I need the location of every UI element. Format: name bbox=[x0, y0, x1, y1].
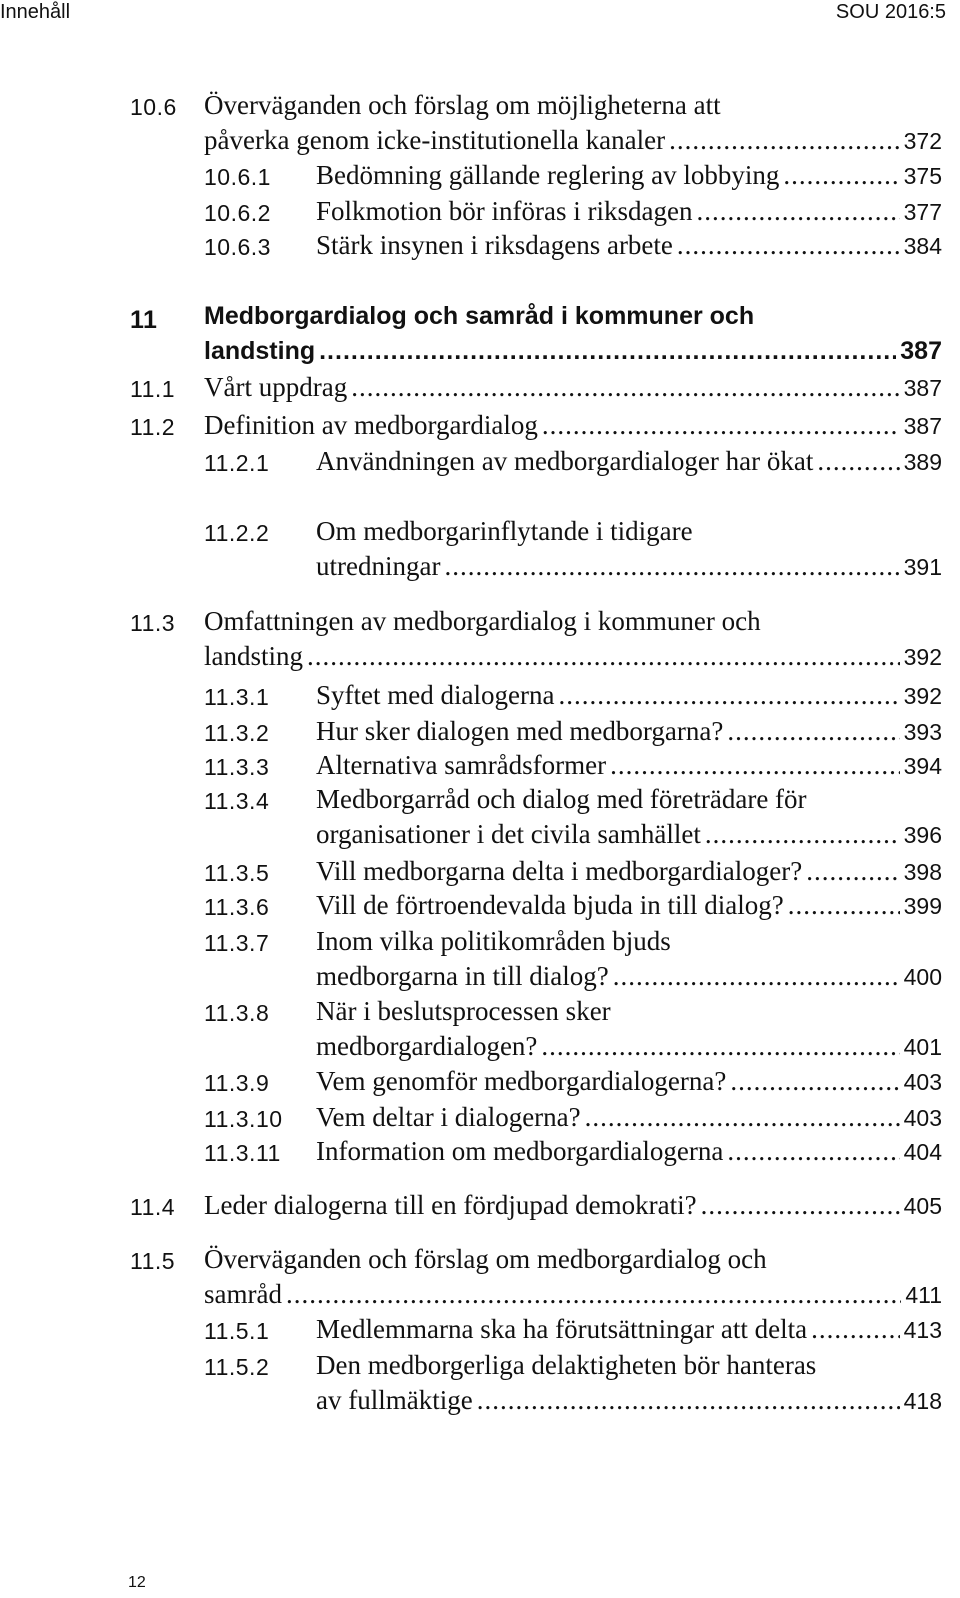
dot-leader bbox=[351, 372, 899, 403]
toc-entry-page: 393 bbox=[903, 719, 942, 745]
toc-entry-title: Folkmotion bör införas i riksdagen bbox=[316, 196, 693, 226]
toc-entry-title: samråd bbox=[204, 1279, 282, 1309]
toc-entry-number: 11.1 bbox=[130, 376, 176, 402]
toc-entry-number: 11.5.2 bbox=[204, 1354, 270, 1380]
toc-entry-title: Bedömning gällande reglering av lobbying bbox=[316, 160, 780, 190]
toc-entry-title: utredningar bbox=[316, 551, 441, 581]
toc-entry-page: 413 bbox=[903, 1317, 942, 1343]
dot-leader bbox=[541, 1031, 899, 1062]
toc-entry-number: 11 bbox=[130, 306, 158, 334]
toc-entry-title: medborgarna in till dialog? bbox=[316, 961, 609, 991]
toc-entry-page: 411 bbox=[905, 1282, 942, 1308]
toc-entry-number: 11.3.10 bbox=[204, 1106, 283, 1132]
toc-entry-number: 11.5 bbox=[130, 1248, 176, 1274]
toc-entry-number: 11.2 bbox=[130, 414, 176, 440]
toc-entry-number: 11.3.8 bbox=[204, 1000, 270, 1026]
toc-entry-title: påverka genom icke-institutionella kanaler bbox=[204, 125, 666, 155]
dot-leader bbox=[613, 961, 900, 992]
toc-entry-page: 387 bbox=[903, 413, 942, 439]
toc-entry-number: 11.3.9 bbox=[204, 1070, 270, 1096]
toc-entry-title: medborgardialogen? bbox=[316, 1031, 538, 1061]
toc-entry-number: 11.5.1 bbox=[204, 1318, 270, 1344]
dot-leader bbox=[319, 337, 896, 366]
dot-leader bbox=[610, 750, 899, 781]
toc-entry-page: 396 bbox=[903, 822, 942, 848]
toc-entry-title: av fullmäktige bbox=[316, 1385, 473, 1415]
toc-entry-title: Medborgardialog och samråd i kommuner och bbox=[204, 302, 755, 330]
toc-entry-title: Om medborgarinflytande i tidigare bbox=[316, 516, 693, 546]
toc-entry-page: 387 bbox=[900, 337, 942, 365]
toc-entry-page: 391 bbox=[903, 554, 942, 580]
toc-entry-page: 392 bbox=[903, 644, 942, 670]
dot-leader bbox=[542, 410, 900, 441]
toc-entry-number: 11.3.11 bbox=[204, 1140, 281, 1166]
page-number: 12 bbox=[128, 1574, 146, 1591]
toc-entry-title: Den medborgerliga delaktigheten bör hanteras bbox=[316, 1350, 817, 1380]
toc-entry-page: 401 bbox=[903, 1034, 942, 1060]
header-section-title: Innehåll bbox=[0, 1, 71, 23]
toc-entry-page: 384 bbox=[903, 233, 942, 259]
toc-entry-number: 10.6.3 bbox=[204, 234, 271, 260]
toc-entry-page: 399 bbox=[903, 893, 942, 919]
dot-leader bbox=[788, 890, 900, 921]
dot-leader bbox=[701, 1190, 900, 1221]
dot-leader bbox=[307, 641, 900, 672]
toc-entry-page: 400 bbox=[903, 964, 942, 990]
toc-entry-title: Inom vilka politikområden bjuds bbox=[316, 926, 671, 956]
dot-leader bbox=[669, 125, 900, 156]
toc-entry-page: 403 bbox=[903, 1105, 942, 1131]
toc-entry-page: 389 bbox=[903, 449, 942, 475]
toc-entry-page: 398 bbox=[903, 859, 942, 885]
toc-entry-number: 11.3.6 bbox=[204, 894, 270, 920]
toc-entry-page: 375 bbox=[903, 163, 942, 189]
toc-entry-number: 11.3.3 bbox=[204, 754, 270, 780]
toc-entry-number: 11.3.5 bbox=[204, 860, 270, 886]
toc-entry-title: Hur sker dialogen med medborgarna? bbox=[316, 716, 724, 746]
toc-entry-title: landsting bbox=[204, 641, 303, 671]
page-header bbox=[0, 0, 960, 24]
dot-leader bbox=[806, 856, 899, 887]
toc-entry-title: Överväganden och förslag om möjligheterna att bbox=[204, 90, 721, 120]
toc-entry-title: landsting bbox=[204, 337, 316, 365]
toc-entry-page: 387 bbox=[903, 375, 942, 401]
dot-leader bbox=[558, 680, 899, 711]
toc-entry-title: Vem deltar i dialogerna? bbox=[316, 1102, 581, 1132]
toc-entry-title: Vill medborgarna delta i medborgardialoger? bbox=[316, 856, 803, 886]
toc-entry-title: Information om medborgardialogerna bbox=[316, 1136, 724, 1166]
toc-entry-title: organisationer i det civila samhället bbox=[316, 819, 701, 849]
dot-leader bbox=[811, 1314, 900, 1345]
toc-entry-title: Medlemmarna ska ha förutsättningar att delta bbox=[316, 1314, 808, 1344]
toc-entry-page: 418 bbox=[903, 1388, 942, 1414]
toc-entry-title: När i beslutsprocessen sker bbox=[316, 996, 611, 1026]
toc-entry-number: 10.6 bbox=[130, 94, 177, 120]
toc-entry-page: 404 bbox=[903, 1139, 942, 1165]
dot-leader bbox=[727, 716, 899, 747]
toc-entry-number: 11.3 bbox=[130, 610, 176, 636]
toc-entry-page: 372 bbox=[903, 128, 942, 154]
toc-entry-number: 11.2.1 bbox=[204, 450, 270, 476]
toc-entry-number: 11.2.2 bbox=[204, 520, 270, 546]
dot-leader bbox=[444, 551, 899, 582]
toc-entry-title: Definition av medborgardialog bbox=[204, 410, 538, 440]
toc-entry-page: 392 bbox=[903, 683, 942, 709]
toc-entry-title: Användningen av medborgardialoger har ökat bbox=[316, 446, 814, 476]
dot-leader bbox=[585, 1102, 900, 1133]
toc-entry-number: 11.4 bbox=[130, 1194, 176, 1220]
toc-entry-page: 403 bbox=[903, 1069, 942, 1095]
toc-entry-title: Vårt uppdrag bbox=[204, 372, 348, 402]
toc-entry-title: Överväganden och förslag om medborgardialog och bbox=[204, 1244, 767, 1274]
toc-entry-title: Alternativa samrådsformer bbox=[316, 750, 607, 780]
toc-entry-title: Stärk insynen i riksdagens arbete bbox=[316, 230, 673, 260]
toc-entry-title: Omfattningen av medborgardialog i kommuner och bbox=[204, 606, 761, 636]
header-document-id: SOU 2016:5 bbox=[835, 1, 946, 23]
toc-entry-number: 11.3.4 bbox=[204, 788, 270, 814]
dot-leader bbox=[677, 230, 900, 261]
toc-entry-page: 377 bbox=[903, 199, 942, 225]
toc-entry-number: 10.6.1 bbox=[204, 164, 271, 190]
toc-entry-number: 11.3.2 bbox=[204, 720, 270, 746]
dot-leader bbox=[286, 1279, 901, 1310]
toc-entry-page: 405 bbox=[903, 1193, 942, 1219]
toc-entry-number: 11.3.1 bbox=[204, 684, 270, 710]
dot-leader bbox=[696, 196, 899, 227]
toc-entry-title: Syftet med dialogerna bbox=[316, 680, 555, 710]
toc-entry-number: 10.6.2 bbox=[204, 200, 271, 226]
toc-entry-title: Vem genomför medborgardialogerna? bbox=[316, 1066, 727, 1096]
dot-leader bbox=[783, 160, 899, 191]
toc-entry-number: 11.3.7 bbox=[204, 930, 270, 956]
dot-leader bbox=[730, 1066, 899, 1097]
dot-leader bbox=[817, 446, 899, 477]
toc-entry-page: 394 bbox=[903, 753, 942, 779]
dot-leader bbox=[727, 1136, 899, 1167]
dot-leader bbox=[477, 1385, 900, 1416]
toc-entry-title: Medborgarråd och dialog med företrädare för bbox=[316, 784, 807, 814]
toc-entry-title: Leder dialogerna till en fördjupad demokrati? bbox=[204, 1190, 697, 1220]
toc-entry-title: Vill de förtroendevalda bjuda in till dialog? bbox=[316, 890, 784, 920]
dot-leader bbox=[705, 819, 900, 850]
